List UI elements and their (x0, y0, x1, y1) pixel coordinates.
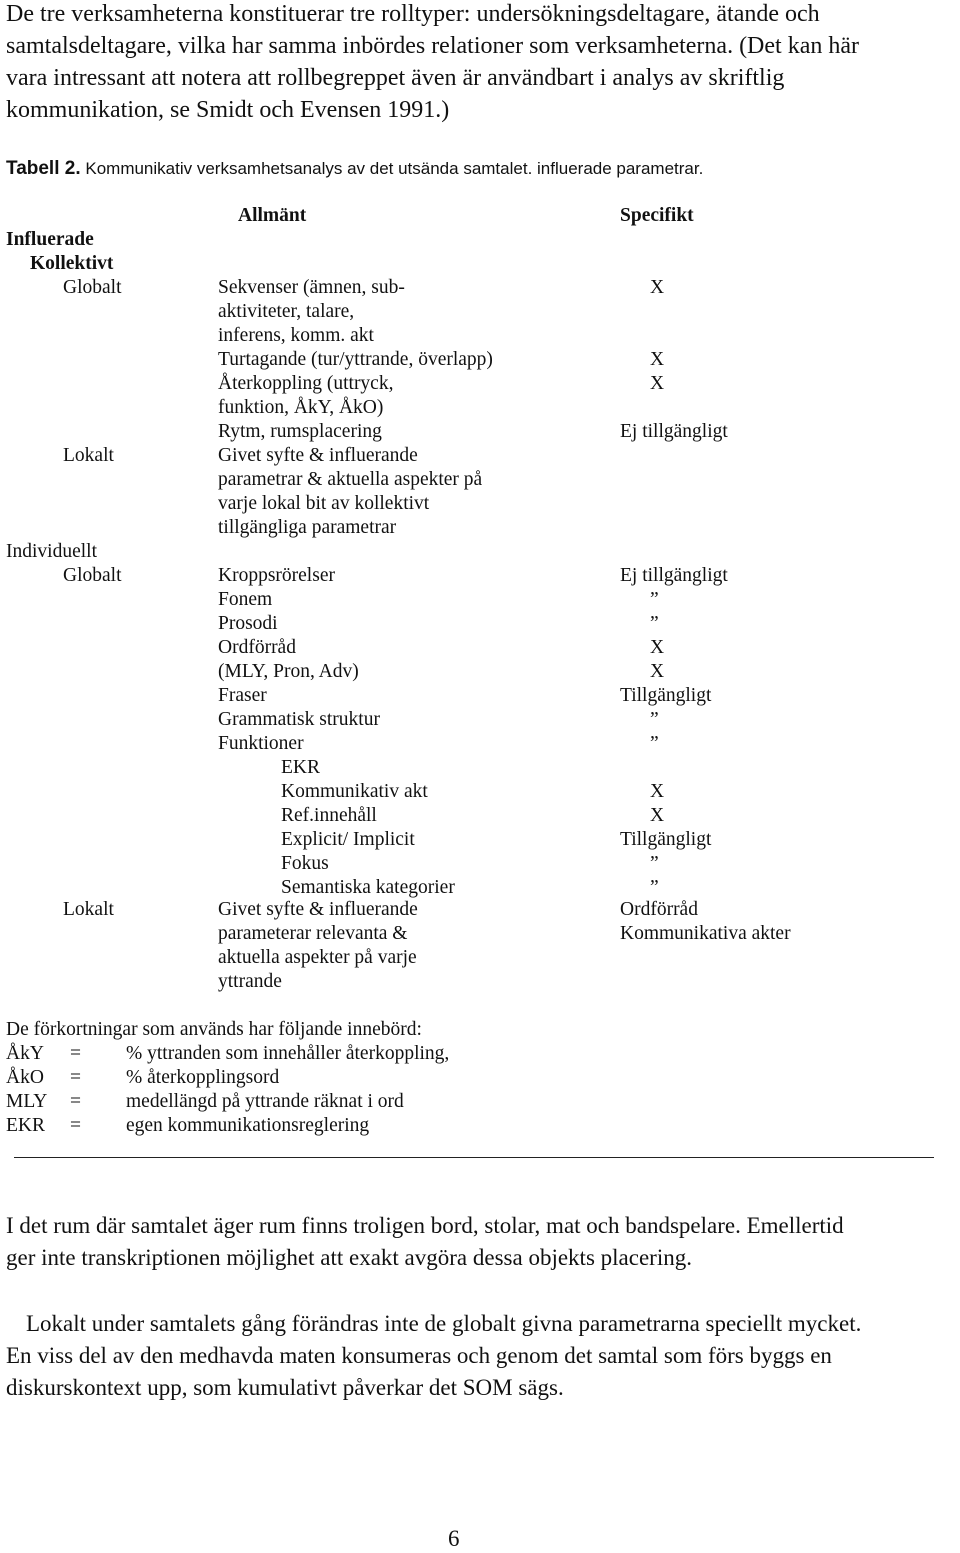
general-cell: Givet syfte & influerande (218, 445, 418, 466)
body-line: En viss del av den medhavda maten konsumeras och genom det samtal som förs byggs en (6, 1343, 832, 1368)
general-cell: Explicit/ Implicit (281, 829, 415, 850)
general-cell: Återkoppling (uttryck, (218, 373, 394, 394)
body-line: I det rum där samtalet äger rum finns troligen bord, stolar, mat och bandspelare. Emellertid (6, 1213, 844, 1238)
specific-cell: Kommunikativa akter (620, 923, 791, 944)
row-label-lokalt: Lokalt (63, 445, 114, 466)
specific-cell: Ej tillgängligt (620, 565, 728, 586)
group-individuellt: Individuellt (6, 541, 97, 562)
row-label-globalt: Globalt (63, 565, 122, 586)
general-cell: Givet syfte & influerande (218, 899, 418, 920)
specific-cell: Ordförråd (620, 899, 698, 920)
general-cell: Funktioner (218, 733, 304, 754)
general-cell: EKR (281, 757, 320, 778)
general-cell: Prosodi (218, 613, 278, 634)
intro-line: vara intressant att notera att rollbegreppet även är användbart i analys av skriftlig (6, 65, 785, 91)
specific-cell: ” (650, 733, 659, 754)
specific-cell: X (650, 781, 665, 802)
specific-cell: ” (650, 589, 659, 610)
specific-cell: ” (650, 613, 659, 634)
specific-cell: Ej tillgängligt (620, 421, 728, 442)
table-caption (6, 158, 703, 180)
intro-line: De tre verksamheterna konstituerar tre rolltyper: undersökningsdeltagare, ätande och (6, 1, 820, 27)
abbr-equals: = (70, 1043, 81, 1064)
group-kollektivt: Kollektivt (30, 253, 114, 274)
abbr-term: ÅkY (6, 1043, 44, 1064)
specific-cell: ” (650, 709, 659, 730)
specific-cell: X (650, 805, 665, 826)
row-label-globalt: Globalt (63, 277, 122, 298)
specific-cell: X (650, 661, 665, 682)
intro-line: samtalsdeltagare, vilka har samma inbördes relationer som verksamheterna. (Det kan här (6, 33, 860, 59)
general-cell: Semantiska kategorier (281, 877, 455, 898)
general-cell: Kommunikativ akt (281, 781, 428, 802)
general-cell: Turtagande (tur/yttrande, överlapp) (218, 349, 493, 370)
general-cell: parametrar & aktuella aspekter på (218, 469, 483, 490)
abbr-description: medellängd på yttrande räknat i ord (126, 1091, 404, 1112)
abbr-description: % återkopplingsord (126, 1067, 280, 1088)
abbr-description: % yttranden som innehåller återkoppling, (126, 1043, 450, 1064)
abbr-equals: = (70, 1067, 81, 1088)
general-cell: Rytm, rumsplacering (218, 421, 382, 442)
general-cell: tillgängliga parametrar (218, 517, 397, 538)
body-line: Lokalt under samtalets gång förändras inte de globalt givna parametrarna speciellt mycket. (26, 1311, 862, 1336)
abbreviations-intro: De förkortningar som används har följande innebörd: (6, 1019, 422, 1040)
specific-cell: Tillgängligt (620, 685, 712, 706)
abbr-term: MLY (6, 1091, 48, 1112)
body-line: diskurskontext upp, som kumulativt påverkar det SOM sägs. (6, 1375, 564, 1400)
body-line: ger inte transkriptionen möjlighet att exakt avgöra dessa objekts placering. (6, 1245, 692, 1270)
general-cell: inferens, komm. akt (218, 325, 374, 346)
specific-cell: X (650, 637, 665, 658)
general-cell: yttrande (218, 971, 282, 992)
intro-line: kommunikation, se Smidt och Evensen 1991.) (6, 97, 450, 123)
general-cell: aktiviteter, talare, (218, 301, 355, 322)
header-general: Allmänt (238, 205, 307, 226)
group-influerade: Influerade (6, 229, 94, 250)
general-cell: Kroppsrörelser (218, 565, 335, 586)
page-number: 6 (448, 1526, 460, 1551)
specific-cell: ” (650, 853, 659, 874)
abbr-description: egen kommunikationsreglering (126, 1115, 370, 1136)
general-cell: Fonem (218, 589, 273, 610)
specific-cell: Tillgängligt (620, 829, 712, 850)
header-specific: Specifikt (620, 205, 694, 226)
abbr-term: ÅkO (6, 1067, 44, 1088)
general-cell: parameterar relevanta & (218, 923, 408, 944)
caption-text: Kommunikativ verksamhetsanalys av det utsända samtalet. influerade parametrar. (85, 159, 704, 178)
general-cell: aktuella aspekter på varje (218, 947, 417, 968)
general-cell: Fraser (218, 685, 267, 706)
general-cell: (MLY, Pron, Adv) (218, 661, 359, 682)
general-cell: Fokus (281, 853, 329, 874)
specific-cell: X (650, 373, 665, 394)
general-cell: funktion, ÅkY, ÅkO) (218, 397, 384, 418)
abbr-equals: = (70, 1115, 81, 1136)
general-cell: Ref.innehåll (281, 805, 377, 826)
general-cell: varje lokal bit av kollektivt (218, 493, 430, 514)
general-cell: Ordförråd (218, 637, 296, 658)
row-label-lokalt: Lokalt (63, 899, 114, 920)
separator-line (14, 1157, 934, 1158)
general-cell: Grammatisk struktur (218, 709, 380, 730)
specific-cell: ” (650, 877, 659, 898)
general-cell: Sekvenser (ämnen, sub- (218, 277, 405, 298)
abbr-term: EKR (6, 1115, 45, 1136)
caption-label: Tabell 2. (6, 158, 81, 179)
specific-cell: X (650, 349, 665, 370)
abbr-equals: = (70, 1091, 81, 1112)
specific-cell: X (650, 277, 665, 298)
